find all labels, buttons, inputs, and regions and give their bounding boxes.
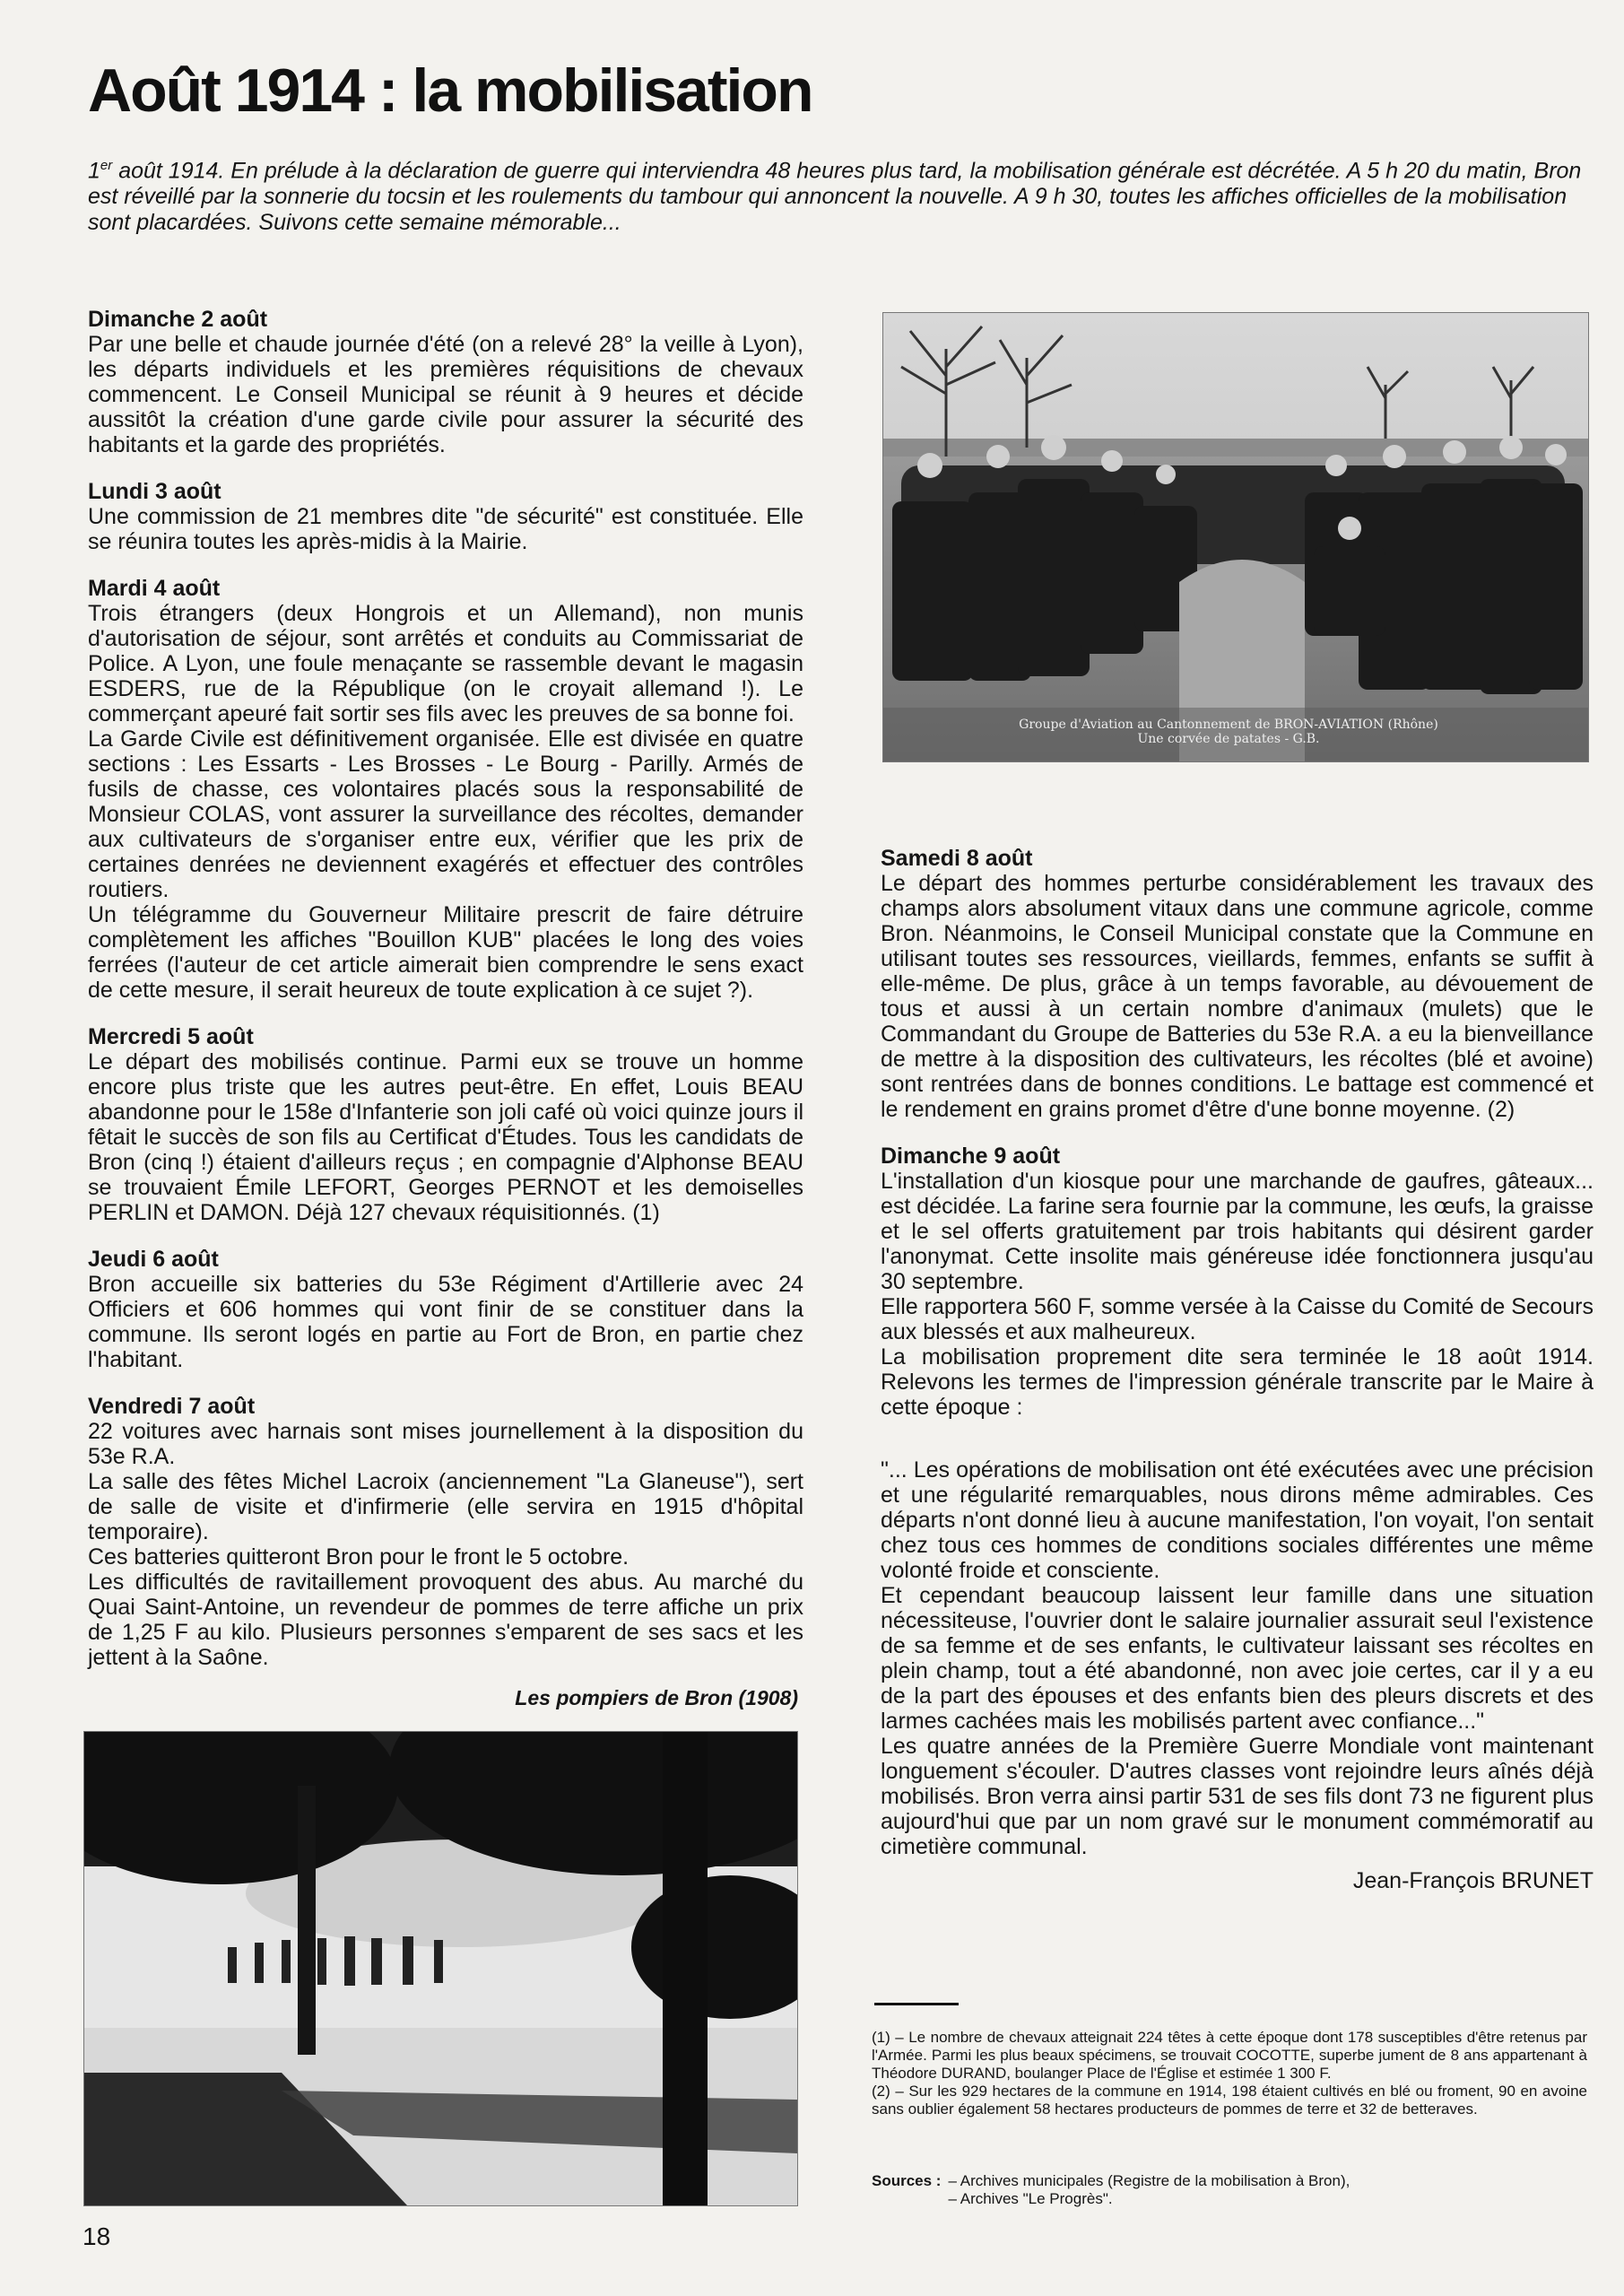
section-dimanche-9 xyxy=(881,1144,1594,1420)
section-paragraph: L'installation d'un kiosque pour une marchande de gaufres, gâteaux... est décidée. La farine sera fournie par la commune, les œufs, la graisse et le sel offerts gratuitement par trois habitants qui désirent garder l'anonymat. Cette insolite mais généreuse idée fonctionnera jusqu'au 30 septembre. xyxy=(881,1169,1594,1294)
photo-soldiers-caption-line1: Groupe d'Aviation au Cantonnement de BRON-AVIATION (Rhône) xyxy=(1019,718,1438,732)
footnote-1: (1) – Le nombre de chevaux atteignait 224 têtes à cette époque dont 178 susceptibles d'être retenus par l'Armée. Parmi les plus beaux spécimens, se trouvait COCOTTE, superbe jument de 8 ans appartenant à Théodore DURAND, boulanger Place de l'Église et estimée 1 300 F. xyxy=(872,2029,1587,2082)
author-signature: Jean-François BRUNET xyxy=(1352,1868,1594,1893)
right-column xyxy=(881,846,1594,1893)
footnote-2: (2) – Sur les 929 hectares de la commune en 1914, 198 étaient cultivés en blé ou froment, 90 en avoine sans oublier également 58 hectares producteurs de pommes de terre et 32 de betteraves. xyxy=(872,2083,1587,2118)
photo-firemen-bron xyxy=(83,1731,798,2206)
section-jeudi-6 xyxy=(88,1247,803,1372)
section-paragraph: Le départ des hommes perturbe considérablement les travaux des champs alors absolument vitaux dans une commune agricole, comme Bron. Néanmoins, le Conseil Municipal constate que la Commune en utilisant toutes ses ressources, vieillards, femmes, enfants se suffit à elle-même. De plus, grâce à un temps favorable, au dévouement de tous et aussi à un certain nombre d'animaux (mulets) que le Commandant du Groupe de Batteries du 53e R.A. a eu la bienveillance de mettre à la disposition des cultivateurs, les récoltes (blé et avoine) sont rentrées dans de bonnes conditions. Le battage est commencé et le rendement en grains promet d'être d'une bonne moyenne. (2) xyxy=(881,871,1594,1122)
mayor-quote xyxy=(881,1457,1594,1859)
page-title: Août 1914 : la mobilisation xyxy=(88,57,812,125)
intro-text: août 1914. En prélude à la déclaration de guerre qui interviendra 48 heures plus tard, la mobilisation générale est décrétée. A 5 h 20 du matin, Bron est réveillé par la sonnerie du tocsin et les roulements du tambour qui annoncent la nouvelle. A 9 h 30, toutes les affiches officielles de la mobilisation sont placardées. Suivons cette semaine mémorable... xyxy=(88,158,1582,236)
quote-paragraph: Et cependant beaucoup laissent leur famille dans une situation nécessiteuse, l'ouvrier dont le salaire journalier assurait seul l'existence de sa femme et de ses enfants, le cultivateur laissant ses récoltes en plein champ, tout a été abandonné, non avec joie certes, car il y a eu de la part des épouses et des enfants bien des pleurs discrets et des larmes cachées mais les mobilisés partent avec confiance..." xyxy=(881,1583,1594,1734)
section-heading: Mercredi 5 août xyxy=(88,1024,254,1049)
section-vendredi-7 xyxy=(88,1394,803,1670)
photo-soldiers-illustration xyxy=(883,313,1588,761)
left-column xyxy=(88,307,803,1692)
section-paragraph: Un télégramme du Gouverneur Militaire prescrit de faire détruire complètement les affiches "Bouillon KUB" placées le long des voies ferrées (l'auteur de cet article aimerait bien comprendre le sens exact de cette mesure, il serait heureux de toute explication à ce sujet ?). xyxy=(88,902,803,1003)
source-item: – Archives municipales (Registre de la mobilisation à Bron), xyxy=(948,2172,1350,2189)
footnote-rule xyxy=(874,2003,959,2005)
section-paragraph: Le départ des mobilisés continue. Parmi eux se trouve un homme encore plus triste que les autres peut-être. En effet, Louis BEAU abandonne pour le 158e d'Infanterie son joli café où voici quinze jours il fêtait le succès de son fils au Certificat d'Études. Tous les candidats de Bron (cinq !) étaient d'ailleurs reçus ; en compagnie d'Alphonse BEAU se trouvaient Émile LEFORT, Georges PERNOT et les demoiselles PERLIN et DAMON. Déjà 127 chevaux réquisitionnés. (1) xyxy=(88,1049,803,1225)
footnotes xyxy=(872,2029,1587,2118)
section-dimanche-2 xyxy=(88,307,803,457)
section-paragraph: Une commission de 21 membres dite "de sécurité" est constituée. Elle se réunira toutes les après-midis à la Mairie. xyxy=(88,504,803,554)
section-samedi-8 xyxy=(881,846,1594,1122)
section-paragraph: Trois étrangers (deux Hongrois et un Allemand), non munis d'autorisation de séjour, sont arrêtés et conduits au Commissariat de Police. A Lyon, une foule menaçante se rassemble devant le magasin ESDERS, rue de la République (on le croyait allemand !). Le commerçant apeuré fait sortir ses fils avec les preuves de sa bonne foi. xyxy=(88,601,803,726)
section-paragraph: Par une belle et chaude journée d'été (on a relevé 28° la veille à Lyon), les départs individuels et les premières réquisitions de chevaux commencent. Le Conseil Municipal se réunit à 9 heures et décide aussitôt la création d'une garde civile pour assurer la sécurité des habitants et la garde des propriétés. xyxy=(88,332,803,457)
photo-soldiers-caption xyxy=(888,718,1569,746)
section-mercredi-5 xyxy=(88,1024,803,1225)
section-lundi-3 xyxy=(88,479,803,554)
closing-paragraph: Les quatre années de la Première Guerre Mondiale vont maintenant longuement s'écouler. D'autres classes vont rejoindre leurs aînés déjà mobilisés. Bron verra ainsi partir 531 de ses fils dont 73 ne figurent plus aujourd'hui que par un nom gravé sur le monument commémoratif au cimetière communal. xyxy=(881,1734,1594,1859)
section-paragraph: La salle des fêtes Michel Lacroix (anciennement "La Glaneuse"), sert de salle de visite et d'infirmerie (elle servira en 1915 d'hôpital temporaire). xyxy=(88,1469,803,1544)
section-paragraph: Ces batteries quitteront Bron pour le front le 5 octobre. xyxy=(88,1544,630,1570)
section-heading: Vendredi 7 août xyxy=(88,1394,256,1419)
source-item: – Archives "Le Progrès". xyxy=(948,2190,1113,2207)
intro-lead-sup: er xyxy=(100,158,113,173)
intro-lead-day: 1 xyxy=(88,158,100,184)
intro-paragraph xyxy=(88,152,1590,236)
photo-firemen-caption: Les pompiers de Bron (1908) xyxy=(515,1686,798,1709)
section-heading: Dimanche 9 août xyxy=(881,1144,1061,1169)
section-heading: Jeudi 6 août xyxy=(88,1247,219,1272)
section-heading: Dimanche 2 août xyxy=(88,307,268,332)
section-heading: Lundi 3 août xyxy=(88,479,221,504)
photo-soldiers-caption-line2: Une corvée de patates - G.B. xyxy=(1137,732,1320,746)
section-mardi-4 xyxy=(88,576,803,1003)
section-paragraph: Bron accueille six batteries du 53e Régiment d'Artillerie avec 24 Officiers et 606 hommes qui vont finir de se constituer dans la commune. Ils seront logés en partie au Fort de Bron, en partie chez l'habitant. xyxy=(88,1272,803,1372)
section-paragraph: 22 voitures avec harnais sont mises journellement à la disposition du 53e R.A. xyxy=(88,1419,803,1469)
section-paragraph: La Garde Civile est définitivement organisée. Elle est divisée en quatre sections : Les Essarts - Les Brosses - Le Bourg - Parilly. Armés de fusils de chasse, ces volontaires placés sous la responsabilité de Monsieur COLAS, vont assurer la surveillance des récoltes, demander aux cultivateurs de s'organiser entre eux, vérifier que les prix de certaines denrées ne deviennent exagérés et effectuer des contrôles routiers. xyxy=(88,726,803,902)
section-heading: Samedi 8 août xyxy=(881,846,1033,871)
section-paragraph: Elle rapportera 560 F, somme versée à la Caisse du Comité de Secours aux blessés et aux malheureux. xyxy=(881,1294,1594,1344)
section-paragraph: Les difficultés de ravitaillement provoquent des abus. Au marché du Quai Saint-Antoine, un revendeur de pommes de terre affiche un prix de 1,25 F au kilo. Plusieurs personnes s'emparent de ses sacs et les jettent à la Saône. xyxy=(88,1570,803,1670)
page-number: 18 xyxy=(83,2222,111,2250)
sources-block xyxy=(872,2172,1587,2208)
section-heading: Mardi 4 août xyxy=(88,576,221,601)
quote-paragraph: "... Les opérations de mobilisation ont été exécutées avec une précision et une régularité remarquables, nous dirons même admirables. Ces départs n'ont donné lieu à aucune manifestation, l'on voyait, l'on sentait chez tous ces hommes de conditions sociales différentes une même volonté froide et consciente. xyxy=(881,1457,1594,1583)
sources-table xyxy=(872,2172,1350,2208)
section-paragraph: La mobilisation proprement dite sera terminée le 18 août 1914. Relevons les termes de l'impression générale transcrite par le Maire à cette époque : xyxy=(881,1344,1594,1420)
sources-label: Sources : xyxy=(872,2172,942,2189)
photo-firemen-illustration xyxy=(84,1732,797,2205)
photo-soldiers-bron-aviation xyxy=(882,312,1589,762)
